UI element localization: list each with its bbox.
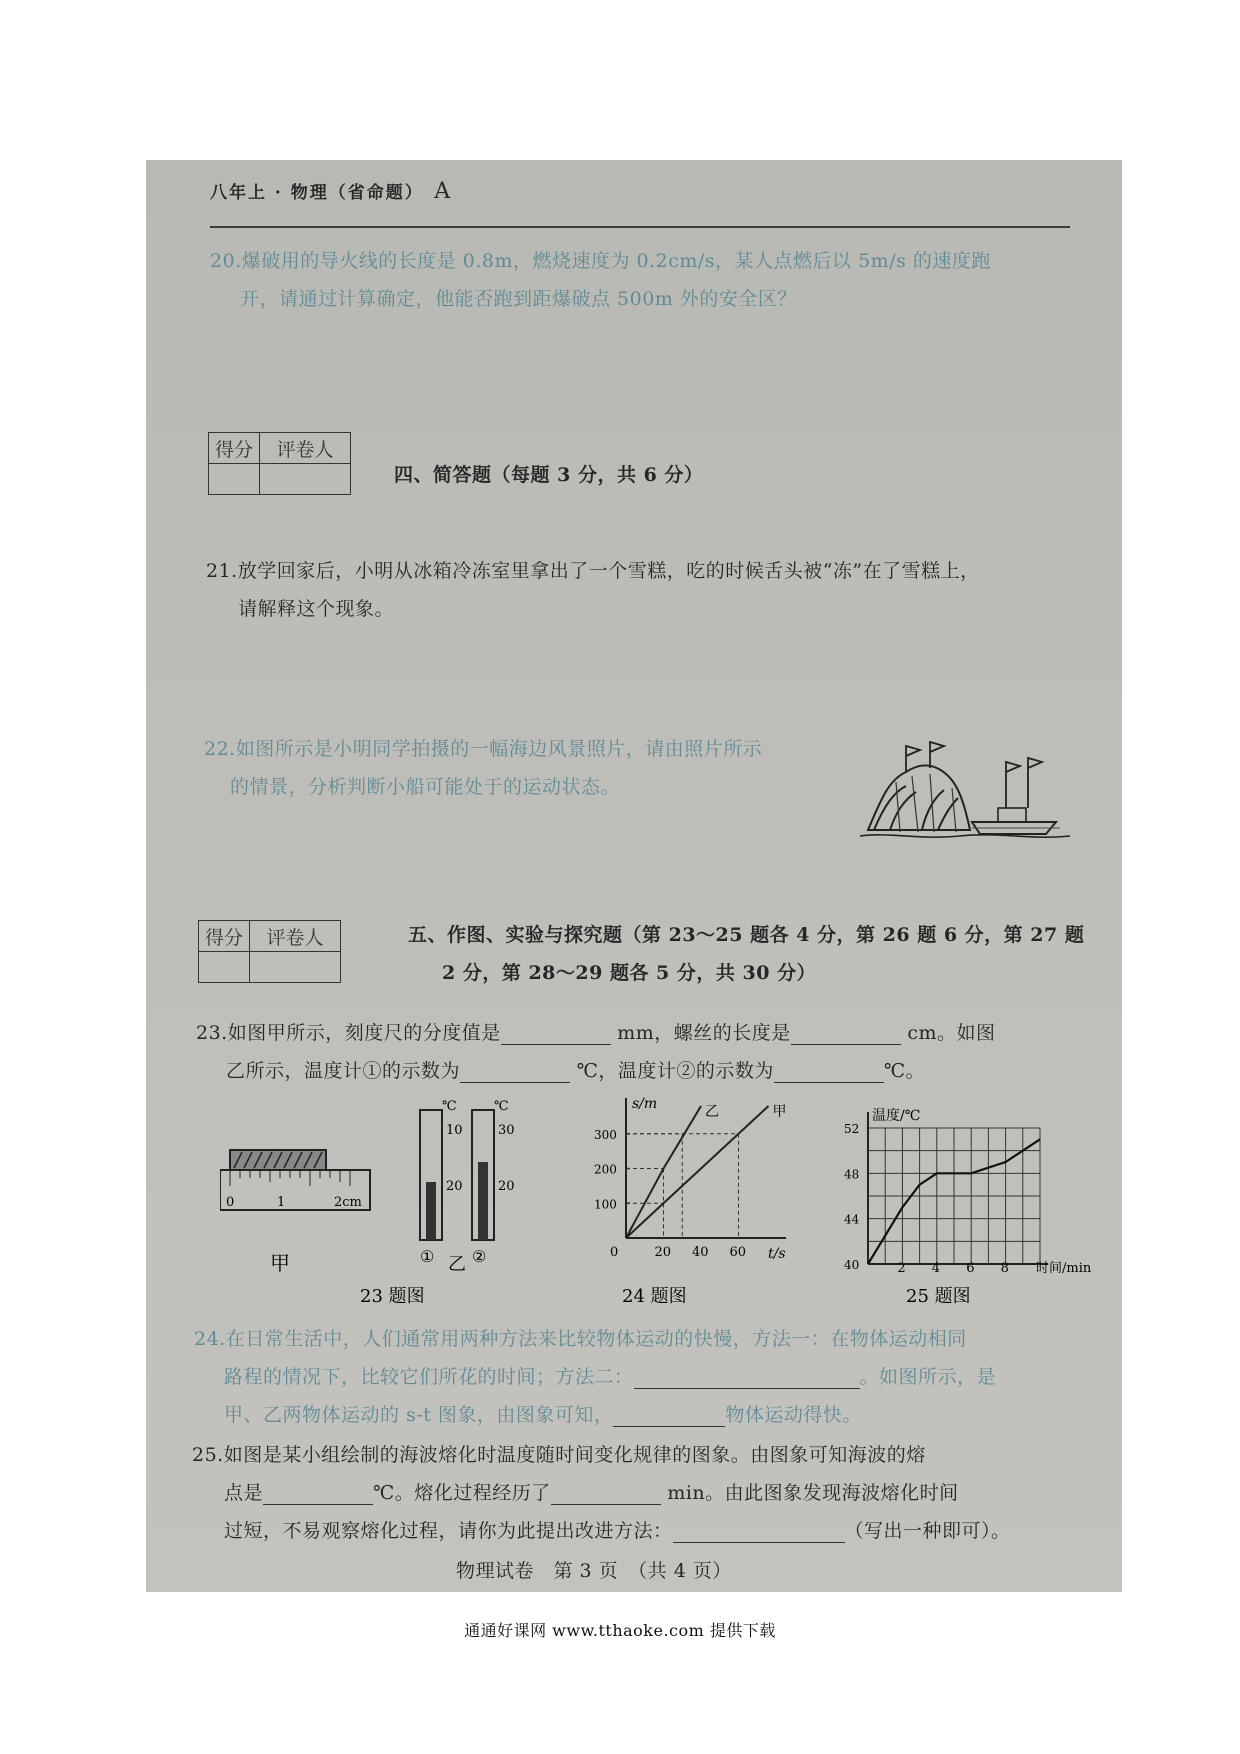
q21-line1: 21.放学回家后，小明从冰箱冷冻室里拿出了一个雪糕，吃的时候舌头被“冻”在了雪糕上， — [206, 560, 980, 582]
therm1-tick-10: 10 — [446, 1123, 463, 1138]
blank-melting-duration[interactable] — [551, 1484, 661, 1505]
x-axis-label: 时间/min — [1036, 1261, 1092, 1276]
page-footer: 物理试卷 第 3 页 （共 4 页） — [456, 1560, 732, 1582]
blank-therm1[interactable] — [460, 1062, 570, 1083]
y-tick-label: 300 — [594, 1127, 617, 1142]
q23-line1: 23.如图甲所示，刻度尺的分度值是 mm，螺丝的长度是 cm。如图 — [196, 1022, 996, 1044]
x-axis-label: t/s — [768, 1246, 786, 1262]
q24-line3: 甲、乙两物体运动的 s-t 图象，由图象可知， 物体运动得快。 — [224, 1404, 862, 1426]
grader-label: 评卷人 — [260, 433, 351, 464]
section4-title: 四、简答题（每题 3 分，共 6 分） — [394, 464, 704, 486]
blank-therm2[interactable] — [774, 1062, 884, 1083]
x-tick-label: 60 — [729, 1245, 747, 1260]
x-tick-label: 20 — [654, 1245, 672, 1260]
series-line-甲 — [626, 1106, 769, 1238]
chart-24 — [586, 1090, 806, 1308]
chart-25 — [826, 1090, 1096, 1308]
exam-photo — [146, 160, 1122, 1592]
blank-method2[interactable] — [634, 1368, 860, 1389]
therm1-tick-20: 20 — [446, 1179, 463, 1194]
x-tick-label: 40 — [692, 1245, 709, 1260]
series-label: 乙 — [705, 1104, 719, 1120]
fig-yi-label: 乙 — [448, 1254, 466, 1275]
grader-label-2: 评卷人 — [250, 921, 341, 952]
chart25-caption: 25 题图 — [906, 1286, 971, 1307]
therm2-tick-20: 20 — [498, 1179, 515, 1194]
q22-line1: 22.如图所示是小明同学拍摄的一幅海边风景照片，请由照片所示 — [204, 738, 763, 760]
q20-line2: 开，请通过计算确定，他能否跑到距爆破点 500m 外的安全区？ — [240, 288, 797, 310]
y-tick-label: 100 — [594, 1197, 617, 1212]
therm1-unit: ℃ — [442, 1099, 457, 1114]
q23-line2: 乙所示，温度计①的示数为 ℃，温度计②的示数为 ℃。 — [226, 1060, 926, 1082]
q24-line1: 24.在日常生活中，人们通常用两种方法来比较物体运动的快慢，方法一：在物体运动相同 — [194, 1328, 967, 1350]
thermometer-2 — [472, 1099, 515, 1266]
therm2-tick-30: 30 — [498, 1123, 515, 1138]
x-tick-label: 4 — [931, 1261, 941, 1276]
section5-line1: 五、作图、实验与探究题（第 23～25 题各 4 分，第 26 题 6 分，第 27 题 — [408, 924, 1085, 946]
x-tick-label: 6 — [966, 1261, 975, 1276]
blank-faster-object[interactable] — [613, 1406, 725, 1427]
y-tick-label: 52 — [844, 1122, 860, 1136]
blank-screw-length[interactable] — [791, 1024, 901, 1045]
score-label: 得分 — [209, 433, 260, 464]
header-rule — [210, 226, 1070, 228]
seaside-photo-illustration — [860, 732, 1072, 842]
q24-line2: 路程的情况下，比较它们所花的时间；方法二： 。如图所示，是 — [224, 1366, 997, 1388]
blank-improvement[interactable] — [673, 1522, 845, 1543]
q25-line2: 点是 ℃。熔化过程经历了 min。由此图象发现海波熔化时间 — [224, 1482, 959, 1504]
chart24-caption: 24 题图 — [622, 1286, 687, 1307]
y-axis-label: 温度/℃ — [872, 1108, 921, 1124]
x-tick-label: 0 — [610, 1245, 619, 1260]
y-tick-label: 40 — [844, 1258, 860, 1272]
series-label: 甲 — [772, 1104, 787, 1120]
therm2-unit: ℃ — [494, 1099, 509, 1114]
x-tick-label: 8 — [1000, 1261, 1009, 1276]
q20-line1: 20.爆破用的导火线的长度是 0.8m，燃烧速度为 0.2cm/s，某人点燃后以 5m/s 的速度跑 — [210, 250, 991, 272]
q22-line2: 的情景，分析判断小船可能处于的运动状态。 — [230, 776, 621, 798]
ruler-label-1: 1 — [277, 1195, 286, 1210]
q25-line1: 25.如图是某小组绘制的海波熔化时温度随时间变化规律的图象。由图象可知海波的熔 — [192, 1444, 926, 1466]
ruler-label-0: 0 — [226, 1195, 235, 1210]
x-tick-label: 2 — [897, 1261, 906, 1276]
fig23-caption: 23 题图 — [360, 1286, 425, 1307]
thermometer-1 — [420, 1099, 463, 1266]
y-axis-label: s/m — [632, 1096, 658, 1112]
blank-melting-point[interactable] — [263, 1484, 373, 1505]
fig-jia-label: 甲 — [270, 1251, 290, 1275]
y-tick-label: 48 — [844, 1167, 860, 1182]
therm2-mark: ② — [472, 1247, 487, 1266]
score-box-1 — [208, 432, 351, 495]
section5-line2: 2 分，第 28～29 题各 5 分，共 30 分） — [442, 962, 817, 984]
site-footer: 通通好课网 www.tthaoke.com 提供下载 — [464, 1621, 776, 1640]
y-tick-label: 44 — [844, 1212, 860, 1227]
figure-23 — [220, 1090, 540, 1308]
score-label-2: 得分 — [199, 921, 250, 952]
therm1-mark: ① — [420, 1247, 435, 1266]
q25-line3: 过短，不易观察熔化过程，请你为此提出改进方法： （写出一种即可）。 — [224, 1520, 1011, 1542]
ruler-label-2: 2cm — [334, 1195, 362, 1210]
y-tick-label: 200 — [594, 1162, 617, 1177]
score-box-2 — [198, 920, 341, 983]
blank-ruler-division[interactable] — [501, 1024, 611, 1045]
header-text: 八年上 · 物理（省命题） A — [210, 179, 453, 204]
q21-line2: 请解释这个现象。 — [238, 598, 395, 620]
